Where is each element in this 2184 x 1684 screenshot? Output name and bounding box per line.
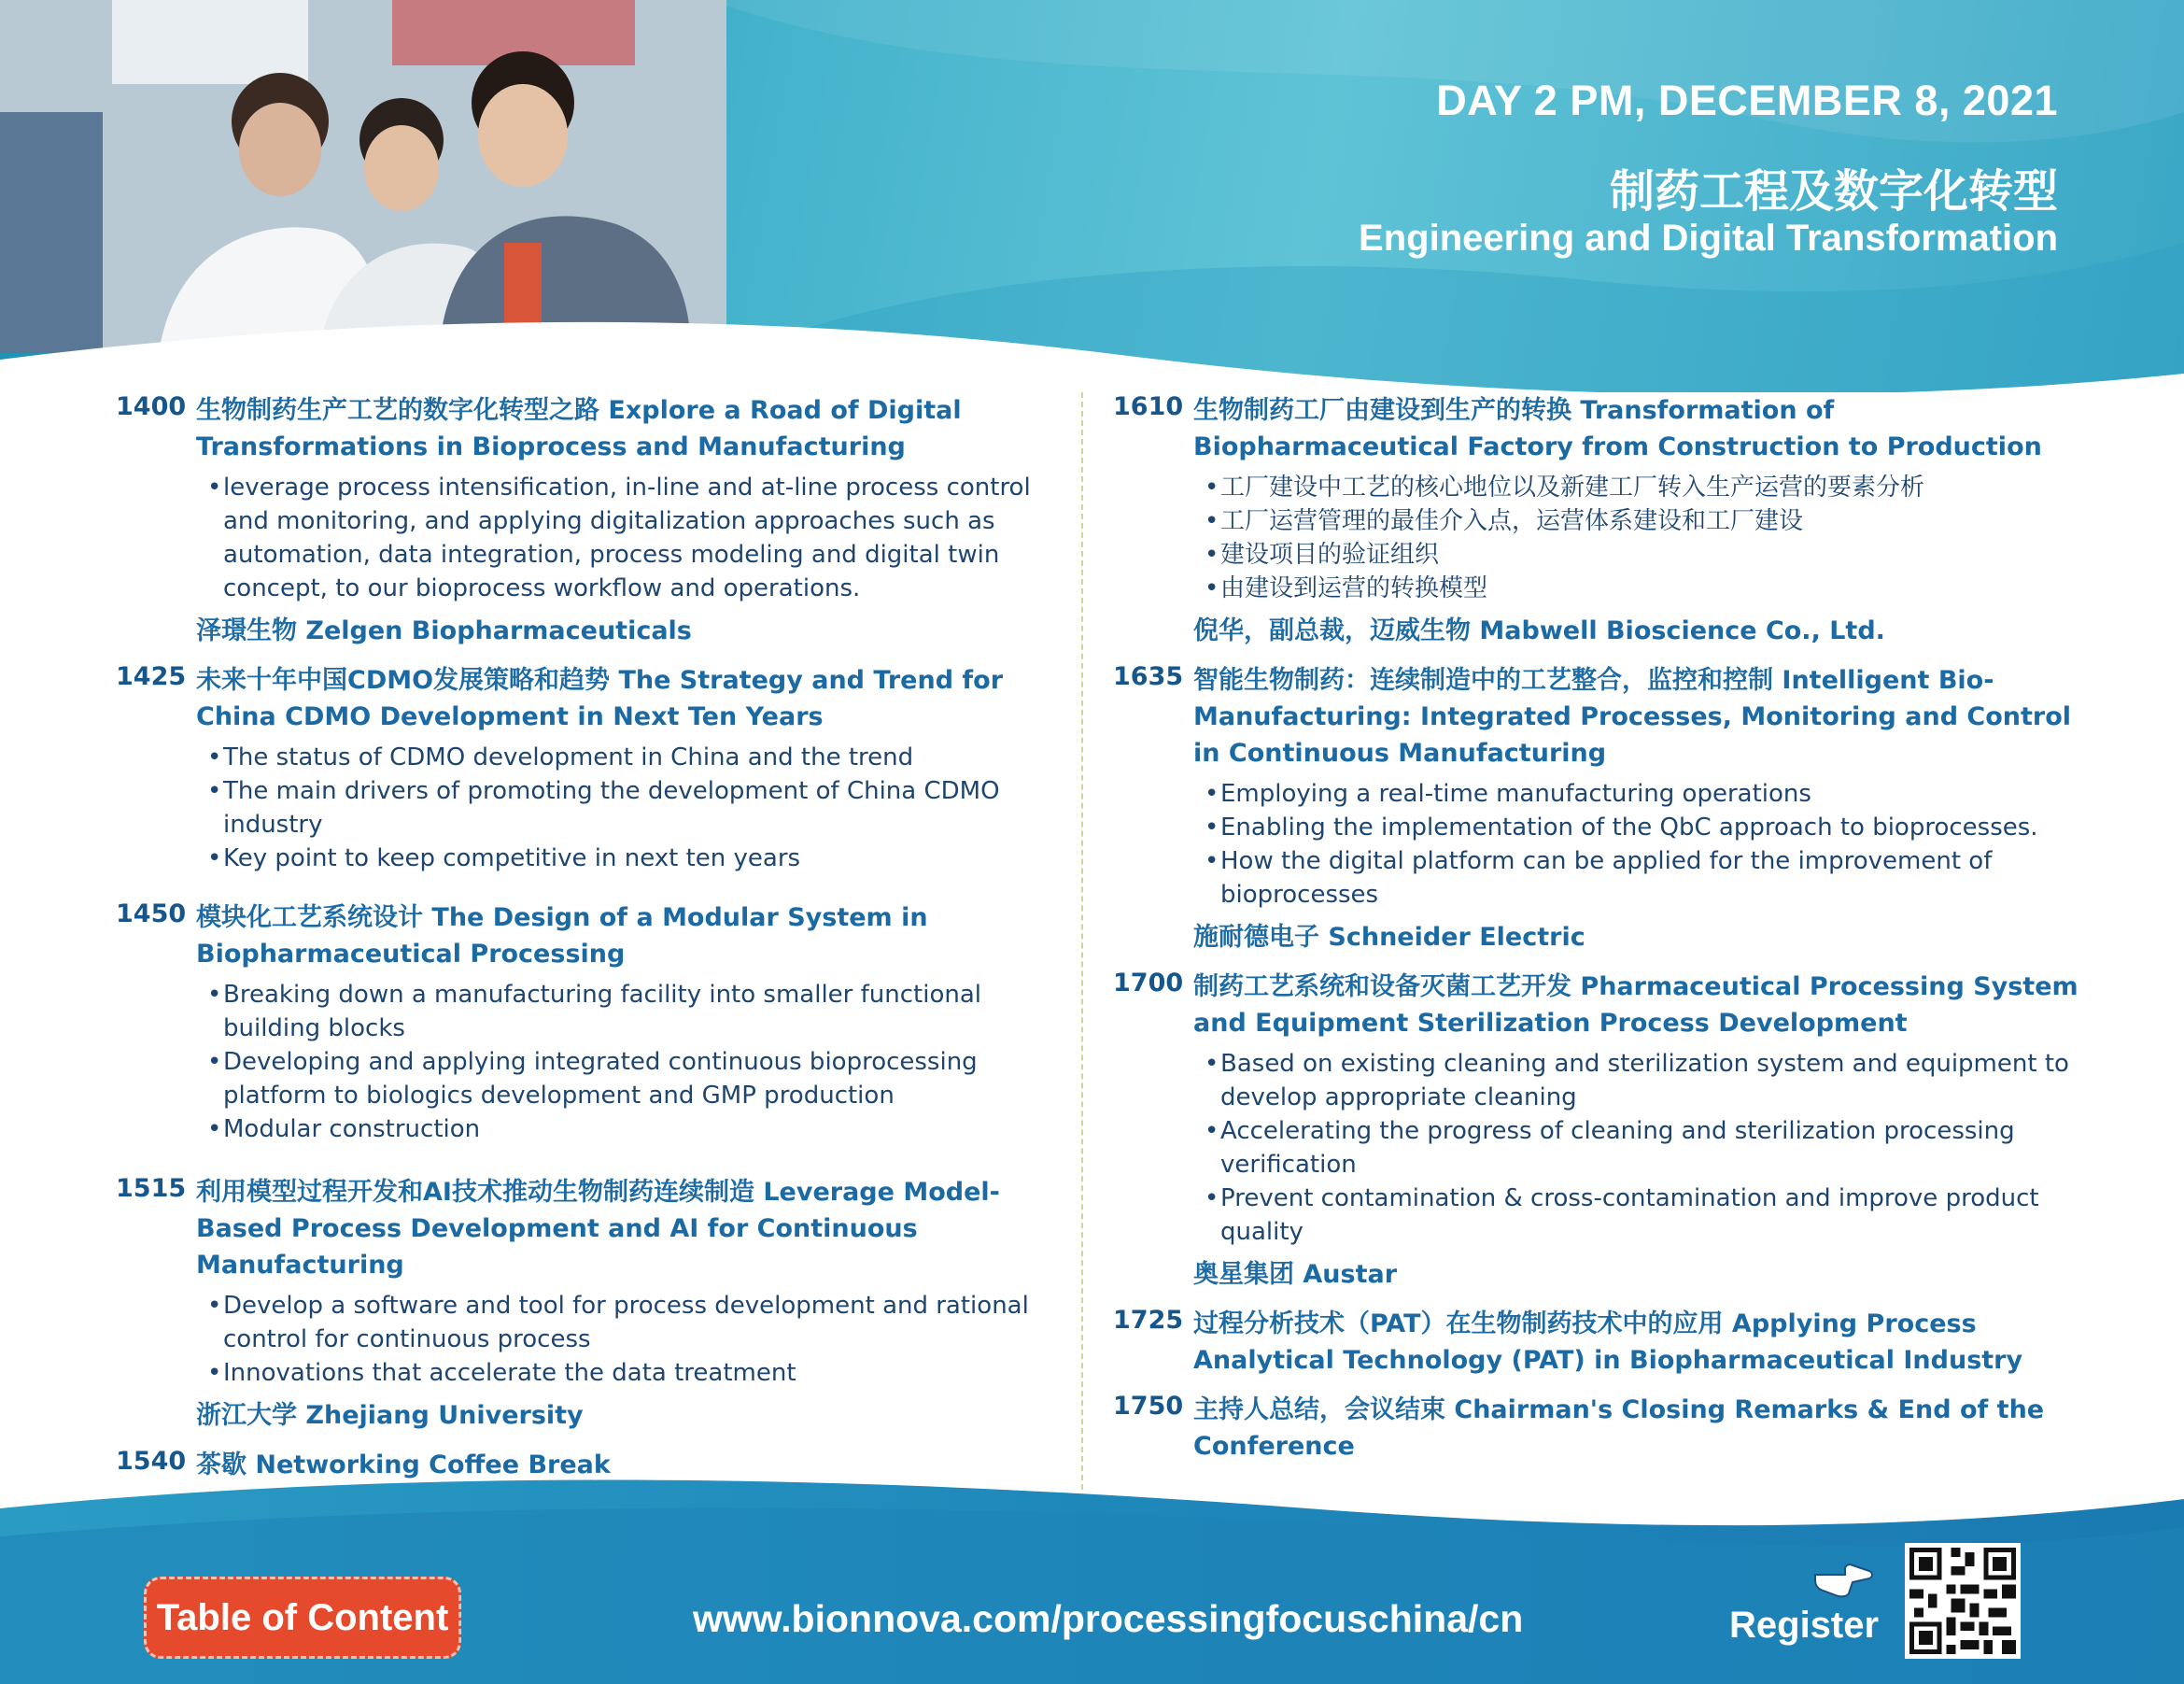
session-title: 茶歇 Networking Coffee Break: [196, 1451, 611, 1479]
bullet-item: • Based on existing cleaning and sterilization system and equipment to develop appropriate cleaning: [1205, 1047, 2079, 1114]
session-bullets: [1193, 471, 2079, 605]
bullet-item: • Prevent contamination & cross-contamination and improve product quality: [1205, 1182, 2079, 1249]
bullet-item: • 建设项目的验证组织: [1205, 538, 2079, 572]
session-1400: [116, 392, 1059, 649]
session-time: 1540: [116, 1447, 187, 1476]
session-speaker: 奥星集团 Austar: [1193, 1260, 1398, 1289]
conference-photo-icon: [0, 0, 726, 353]
session-title: 生物制药工厂由建设到生产的转换 Transformation of Biopharmaceutical Factory from Construction to Production: [1193, 396, 2042, 461]
session-title: 利用模型过程开发和AI技术推动生物制药连续制造 Leverage Model-Based Process Development and AI for Continuous Manufacturing: [196, 1178, 1000, 1280]
session-1750: [1113, 1392, 2079, 1465]
bullet-item: • 工厂运营管理的最佳介入点，运营体系建设和工厂建设: [1205, 504, 2079, 538]
table-of-content-button[interactable]: Table of Content: [144, 1577, 461, 1659]
bullet-item: • Enabling the implementation of the QbC approach to bioprocesses.: [1205, 811, 2079, 844]
session-bullets: [196, 978, 1059, 1146]
session-time: 1750: [1113, 1392, 1184, 1421]
session-speaker: 浙江大学 Zhejiang University: [196, 1401, 584, 1430]
bullet-item: • leverage process intensification, in-line and at-line process control and monitoring, and applying digitalization approaches such as automation, data integration, process modeling and digital twin concept, to our bioprocess workflow and operations.: [207, 471, 1059, 605]
bullet-item: • 由建设到运营的转换模型: [1205, 572, 2079, 605]
session-title: 未来十年中国CDMO发展策略和趋势 The Strategy and Trend for China CDMO Development in Next Ten Years: [196, 666, 1004, 731]
bullet-item: • Key point to keep competitive in next ten years: [207, 842, 1059, 875]
session-time: 1515: [116, 1174, 187, 1203]
column-divider: [1081, 392, 1083, 1499]
bullet-item: • The status of CDMO development in China and the trend: [207, 741, 1059, 774]
bullet-item: • How the digital platform can be applied for the improvement of bioprocesses: [1205, 844, 2079, 912]
session-title: 模块化工艺系统设计 The Design of a Modular System in Biopharmaceutical Processing: [196, 903, 928, 969]
session-bullets: [1193, 1047, 2079, 1249]
session-title: 主持人总结，会议结束 Chairman's Closing Remarks & End of the Conference: [1193, 1395, 2045, 1461]
session-time: 1400: [116, 392, 187, 421]
session-time: 1425: [116, 662, 187, 691]
session-bullets: [196, 1289, 1059, 1390]
qr-code-icon: [1905, 1543, 2021, 1659]
qr-code[interactable]: [1905, 1543, 2021, 1659]
session-bullets: [196, 741, 1059, 875]
session-1515: [116, 1174, 1059, 1434]
bullet-item: • Breaking down a manufacturing facility into smaller functional building blocks: [207, 978, 1059, 1045]
session-time: 1450: [116, 899, 187, 928]
section-title-en: Engineering and Digital Transformation: [1359, 218, 2058, 259]
bullet-item: • Modular construction: [207, 1112, 1059, 1146]
session-speaker: 施耐德电子 Schneider Electric: [1193, 923, 1585, 952]
session-1700: [1113, 969, 2079, 1293]
bullet-item: • 工厂建设中工艺的核心地位以及新建工厂转入生产运营的要素分析: [1205, 471, 2079, 504]
session-title: 智能生物制药：连续制造中的工艺整合，监控和控制 Intelligent Bio-Manufacturing: Integrated Processes, Monitoring and Control in Continuous Manufacturing: [1193, 666, 2072, 768]
bullet-item: • Develop a software and tool for process development and rational control for continuous process: [207, 1289, 1059, 1356]
session-time: 1700: [1113, 969, 1184, 998]
bullet-item: • The main drivers of promoting the development of China CDMO industry: [207, 774, 1059, 842]
bullet-item: • Developing and applying integrated continuous bioprocessing platform to biologics development and GMP production: [207, 1045, 1059, 1112]
schedule-right-column: [1113, 392, 2079, 1478]
session-1635: [1113, 662, 2079, 955]
session-time: 1635: [1113, 662, 1184, 691]
session-1610: [1113, 392, 2079, 649]
bullet-item: • Employing a real-time manufacturing operations: [1205, 777, 2079, 811]
session-speaker: 倪华，副总裁，迈威生物 Mabwell Bioscience Co., Ltd.: [1193, 616, 1885, 645]
session-title: 制药工艺系统和设备灭菌工艺开发 Pharmaceutical Processing System and Equipment Sterilization Process Development: [1193, 972, 2078, 1038]
session-time: 1725: [1113, 1306, 1184, 1335]
website-link[interactable]: www.bionnova.com/processingfocuschina/cn: [693, 1597, 1524, 1640]
session-bullets: [196, 471, 1059, 605]
session-1725: [1113, 1306, 2079, 1379]
bullet-item: • Innovations that accelerate the data treatment: [207, 1356, 1059, 1390]
schedule-left-column: [116, 392, 1059, 1496]
register-link[interactable]: Register: [1729, 1605, 1880, 1646]
session-title: 过程分析技术（PAT）在生物制药技术中的应用 Applying Process Analytical Technology (PAT) in Biopharmaceutical Industry: [1193, 1309, 2023, 1375]
session-1450: [116, 899, 1059, 1146]
bullet-item: • Accelerating the progress of cleaning and sterilization processing verification: [1205, 1114, 2079, 1182]
conference-photo: [0, 0, 726, 353]
session-speaker: 泽璟生物 Zelgen Biopharmaceuticals: [196, 616, 692, 645]
section-title-cn: 制药工程及数字化转型: [1609, 165, 2058, 218]
session-bullets: [1193, 777, 2079, 912]
event-date: DAY 2 PM, DECEMBER 8, 2021: [1436, 77, 2058, 124]
session-1425: [116, 662, 1059, 875]
session-title: 生物制药生产工艺的数字化转型之路 Explore a Road of Digital Transformations in Bioprocess and Manufacturing: [196, 396, 962, 461]
pointing-hand-icon: [1811, 1558, 1873, 1599]
session-time: 1610: [1113, 392, 1184, 421]
